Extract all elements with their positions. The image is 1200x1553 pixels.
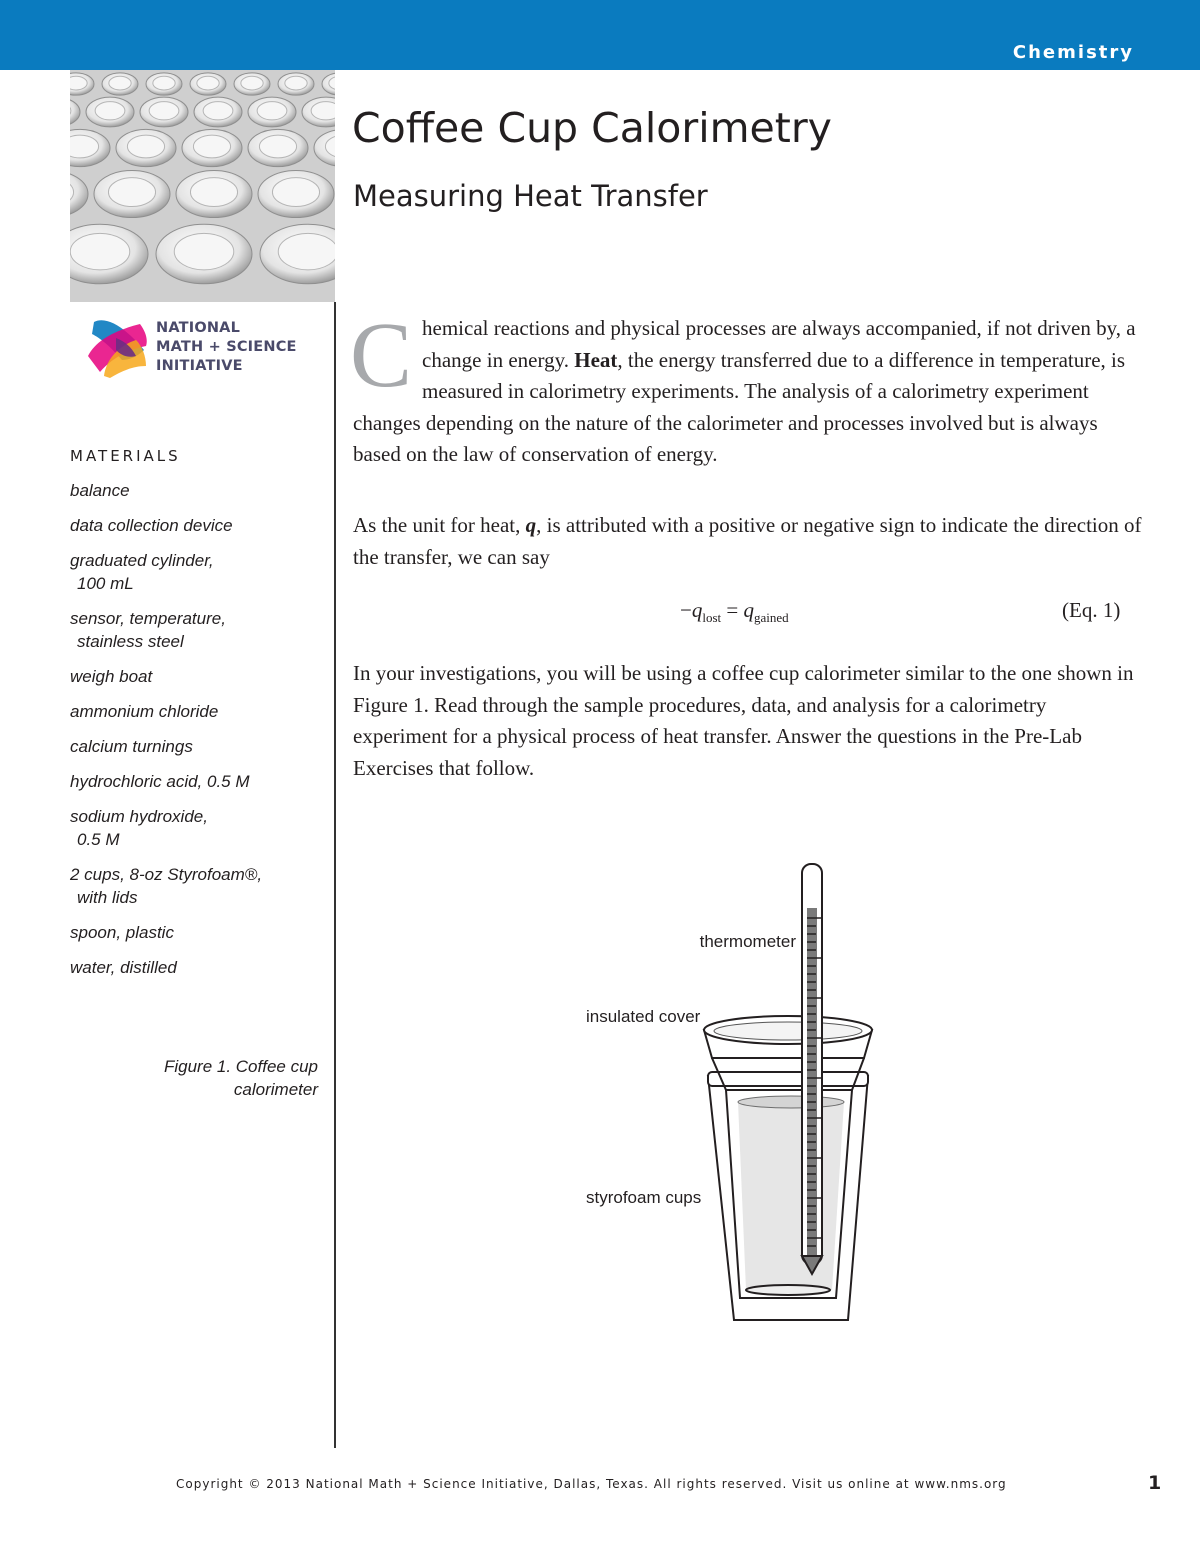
heat-term: Heat <box>574 347 618 372</box>
material-text: calcium turnings <box>70 737 193 756</box>
list-item <box>70 770 332 793</box>
lid-top <box>259 135 296 158</box>
lid-top <box>149 102 179 120</box>
lid-top <box>278 233 335 269</box>
lid-top <box>190 178 237 207</box>
material-text-wrap: 100 mL <box>77 574 134 593</box>
intro-text: hemical reactions and physical processes are always accompanied, if not driven by, a change in energy. <box>422 316 1136 372</box>
lid-top <box>108 178 155 207</box>
lid-top <box>95 102 125 120</box>
lid-top <box>174 233 234 269</box>
material-text: water, distilled <box>70 958 177 977</box>
lid-top <box>203 102 233 120</box>
material-text: data collection device <box>70 516 233 535</box>
logo-line: INITIATIVE <box>156 358 243 374</box>
label-insulated-cover: insulated cover <box>586 1007 701 1026</box>
lid-top <box>109 76 131 90</box>
material-text: 2 cups, 8-oz Styrofoam®, <box>70 865 263 884</box>
logo-line: NATIONAL <box>156 320 241 336</box>
eq-q-right: q <box>743 598 754 622</box>
list-item <box>70 805 332 851</box>
thermometer <box>802 864 822 1274</box>
eq-sub-gained: gained <box>753 610 789 626</box>
material-text: weigh boat <box>70 667 153 686</box>
water <box>738 1102 844 1290</box>
material-text: spoon, plastic <box>70 923 174 942</box>
list-item <box>70 921 332 944</box>
materials-heading: MATERIALS <box>70 447 181 465</box>
list-item <box>70 549 332 595</box>
lid-top <box>311 102 335 120</box>
materials-list <box>70 479 332 991</box>
caption-line: calorimeter <box>233 1080 318 1099</box>
intro-paragraph <box>350 304 1143 471</box>
intro-text-cont: , the energy transferred due to a difference in temperature, is measured in calorimetry experiments. The analysis of a calorimetry experiment changes depending on the nature of the calorimeter and processes involved but is always based on the law of conservation of energy. <box>353 347 1126 467</box>
cover-photo <box>70 70 335 302</box>
header-bar <box>0 0 1200 70</box>
list-item <box>70 514 332 537</box>
logo-line: MATH + SCIENCE <box>156 339 297 355</box>
material-text-wrap: 0.5 M <box>77 830 120 849</box>
material-text: sodium hydroxide, <box>70 807 208 826</box>
material-text-wrap: with lids <box>77 888 138 907</box>
calorimeter-figure <box>580 858 940 1328</box>
lid-top <box>153 76 175 90</box>
material-text: sensor, temperature, <box>70 609 226 628</box>
lid-top <box>257 102 287 120</box>
equation-label: (Eq. 1) <box>1062 598 1121 622</box>
eq-equals: = <box>721 598 744 622</box>
drop-cap: C <box>350 304 413 407</box>
list-item <box>70 863 332 909</box>
para2-text: As the unit for heat, <box>353 513 526 537</box>
lid-top <box>197 76 219 90</box>
list-item <box>70 735 332 758</box>
copyright-footer: Copyright © 2013 National Math + Science Initiative, Dallas, Texas. All rights reserved. Visit us online at www.nms.org <box>176 1477 1007 1491</box>
page-number: 1 <box>1148 1472 1162 1494</box>
paragraph-investigations: In your investigations, you will be using a coffee cup calorimeter similar to the one shown in Figure 1. Read through the sample procedures, data, and analysis for a calorimetry experiment for a physical process of heat transfer. Answer the questions in the Pre-Lab Exercises that follow. <box>353 661 1134 780</box>
subject-label: Chemistry <box>1012 42 1134 63</box>
equation-1 <box>680 598 789 626</box>
sidebar-divider <box>334 302 336 1448</box>
page-title: Coffee Cup Calorimetry <box>352 104 832 152</box>
lid-top <box>193 135 230 158</box>
figure-caption <box>100 1055 318 1101</box>
label-styrofoam-cups: styrofoam cups <box>586 1188 702 1207</box>
list-item <box>70 607 332 653</box>
list-item <box>70 665 332 688</box>
eq-q-left: q <box>691 598 703 622</box>
label-thermometer: thermometer <box>699 932 796 951</box>
caption-line: Figure 1. Coffee cup <box>163 1057 318 1076</box>
q-variable: q <box>525 513 537 537</box>
list-item <box>70 479 332 502</box>
page-subtitle: Measuring Heat Transfer <box>353 179 708 213</box>
material-text: ammonium chloride <box>70 702 219 721</box>
list-item <box>70 956 332 979</box>
lid-top <box>285 76 307 90</box>
paragraph-heat-sign <box>353 510 1143 573</box>
lid-top <box>70 233 130 269</box>
material-text-wrap: stainless steel <box>77 632 184 651</box>
lid-top <box>70 76 87 90</box>
material-text: balance <box>70 481 130 500</box>
lid-top <box>127 135 164 158</box>
nms-wordmark <box>156 319 297 376</box>
lid-top <box>241 76 263 90</box>
list-item <box>70 700 332 723</box>
material-text: hydrochloric acid, 0.5 M <box>70 772 250 791</box>
eq-sub-lost: lost <box>702 610 722 626</box>
material-text: graduated cylinder, <box>70 551 214 570</box>
eq-minus: − <box>680 598 692 622</box>
lid-top <box>272 178 319 207</box>
para2-text-cont: , is attributed with a positive or negative sign to indicate the direction of the transfer, we can say <box>353 513 1142 569</box>
